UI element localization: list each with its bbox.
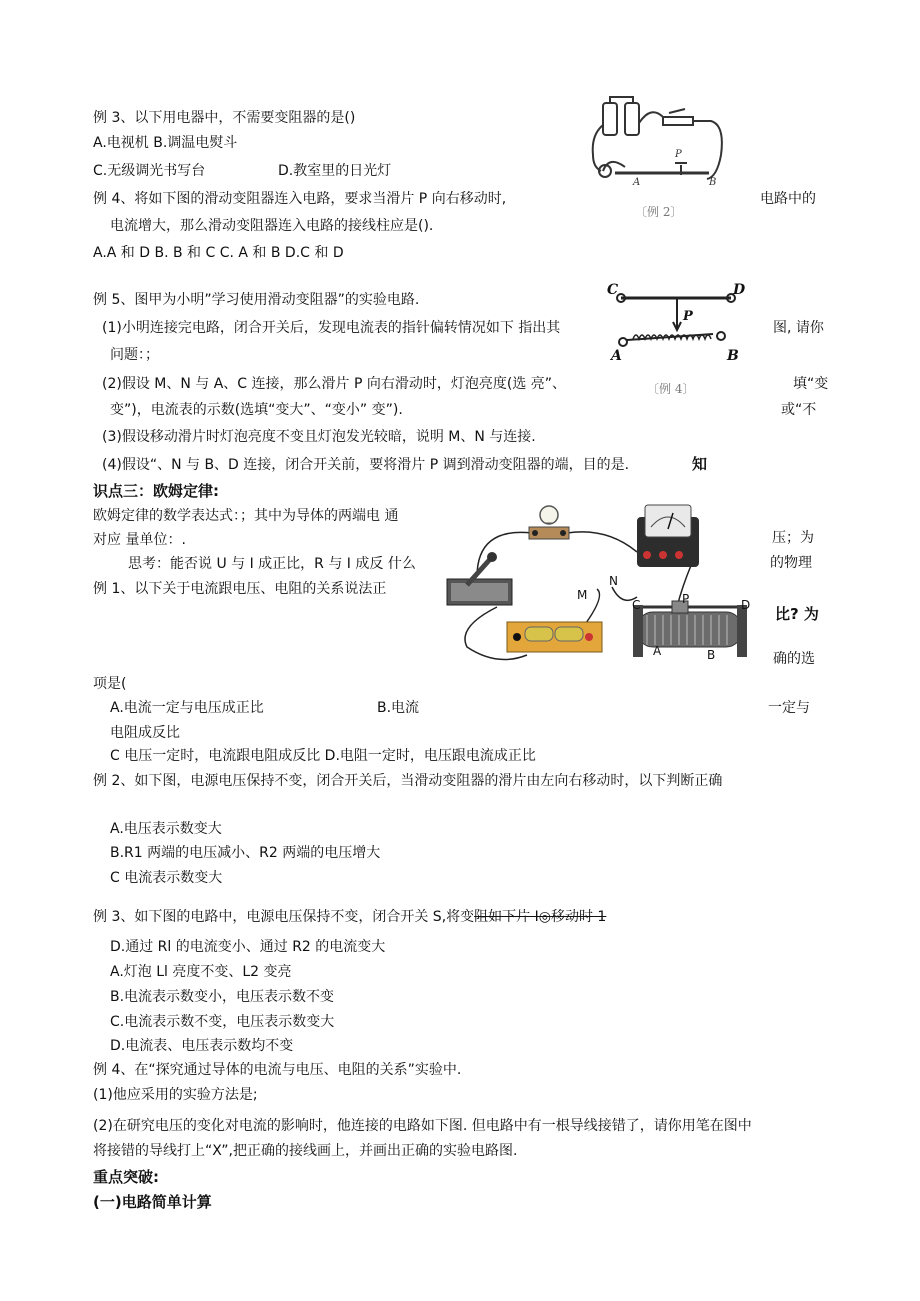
ohm-example-3-struck-text: 阻如下片 I◎移动时 1 [474,909,607,925]
fig2-label-b: B [727,348,739,364]
ohm-example-1-option-b: B.电流 [377,700,420,716]
example-4-question: 例 4、将如下图的滑动变阻器连入电路，要求当滑片 P 向右移动时, [93,191,507,207]
example-5-part-2: (2)假设 M、N 与 A、C 连接，那么滑片 P 向右滑动时，灯泡亮度(选 亮”、 [102,376,567,392]
figure-example-4-caption: 〔例 4〕 [647,382,695,396]
fig2-label-p: P [683,309,693,324]
fig2-label-a: A [611,348,622,364]
fig3-label-m: M [577,588,588,602]
ohm-example-1-option-b-cont: 电阻成反比 [110,725,180,741]
fig3-label-d: D [741,598,751,612]
example-5-part-3: (3)假设移动滑片时灯泡亮度不变且灯泡发光较暗，说明 M、N 与连接. [102,429,536,445]
ohm-example-4-question: 例 4、在“探究通过导体的电流与电压、电阻的关系”实验中. [93,1062,462,1078]
fig2-label-d: D [733,282,746,298]
figure-experiment-drawing [437,497,767,672]
ohm-law-formula-right: 压；为 [772,530,814,546]
figure-example-4-drawing [603,282,753,372]
knowledge-point-3-heading: 识点三：欧姆定律: [93,482,219,500]
fig3-label-b: B [707,648,716,662]
ohm-example-2-option-c: C 电流表示数变大 [110,870,223,886]
example-3-option-c: C.无级调光书写台 [93,163,206,179]
ohm-example-4-part-1: (1)他应采用的实验方法是; [93,1087,258,1103]
example-4-question-right: 电路中的 [760,191,816,207]
ohm-example-3-question [93,907,606,927]
fig3-label-c: C [632,598,641,612]
fig3-label-n: N [609,574,618,588]
example-5-part-1: (1)小明连接完电路，闭合开关后，发现电流表的指针偏转情况如下 指出其 [102,320,561,336]
example-3-option-d: D.教室里的日光灯 [278,163,392,179]
example-4-options: A.A 和 D B. B 和 C C. A 和 B D.C 和 D [93,245,344,261]
ohm-law-units-line: 对应 量单位：. [93,532,186,548]
ohm-example-2-option-b: B.R1 两端的电压减小、R2 两端的电压增大 [110,845,381,861]
example-5-part-2-right: 填“变 [793,376,829,392]
fig1-label-p: P [675,149,682,160]
example-5-part-1-right: 图, 请你 [773,320,824,336]
figure-experiment-circuit [437,497,767,672]
ohm-example-3-option-c: C.电流表示数不变，电压表示数变大 [110,1014,335,1030]
ohm-example-1-question-end: 项是( [93,676,127,692]
fig1-label-a: A [633,177,641,188]
ohm-example-1-option-a: A.电流一定与电压成正比 [110,700,264,716]
ohm-example-1-options-cd: C 电压一定时，电流跟电阻成反比 D.电阻一定时，电压跟电流成正比 [110,748,536,764]
fig2-label-c: C [607,282,619,298]
ohm-example-1-right: 比? 为 [775,605,819,623]
section-circuit-calc-heading: (一)电路简单计算 [93,1193,212,1211]
example-3-question: 例 3、以下用电器中，不需要变阻器的是() [93,110,356,126]
figure-example-2 [585,95,735,225]
figure-example-2-drawing [585,95,735,205]
ohm-example-1-right-2: 确的选 [773,651,815,667]
example-3-options-ab: A.电视机 B.调温电熨斗 [93,135,238,151]
ohm-example-3-option-a: A.灯泡 Ll 亮度不变、L2 变亮 [110,964,292,980]
ohm-example-3-option-d: D.电流表、电压表示数均不变 [110,1038,294,1054]
example-5-part-4: (4)假设“、N 与 B、D 连接，闭合开关前，要将滑片 P 调到滑动变阻器的端，目的是. [102,457,630,473]
example-5-question: 例 5、图甲为小明”学习使用滑动变阻器”的实验电路. [93,292,420,308]
example-5-part-1-cont: 问题：； [110,347,159,363]
fig3-label-p: P [682,592,690,606]
ohm-example-3-question-text: 例 3、如下图的电路中，电源电压保持不变，闭合开关 S,将变 [93,909,475,925]
key-breakthrough-heading: 重点突破: [93,1168,159,1186]
example-5-part-2-cont: 变”)，电流表的示数(选填“变大”、“变小” 变”). [110,402,403,418]
ohm-example-4-part-2-cont: 将接错的导线打上“X”,把正确的接线画上，并画出正确的实验电路图. [93,1143,518,1159]
ohm-example-3-option-d1: D.通过 Rl 的电流变小、通过 R2 的电流变大 [110,939,386,955]
think-question: 思考：能否说 U 与 I 成正比，R 与 I 成反 什么 [128,556,416,572]
ohm-example-2-option-a: A.电压表示数变大 [110,821,222,837]
fig1-label-b: B [709,177,717,188]
example-4-question-cont: 电流增大，那么滑动变阻器连入电路的接线柱应是(). [110,218,434,234]
example-5-part-2-cont-right: 或“不 [781,402,817,418]
figure-example-4 [603,282,753,402]
think-question-right: 的物理 [770,555,812,571]
figure-example-2-caption: 〔例 2〕 [635,205,683,219]
ohm-example-1-option-b-right: 一定与 [768,700,810,716]
ohm-example-4-part-2: (2)在研究电压的变化对电流的影响时，他连接的电路如下图. 但电路中有一根导线接错了，请你用笔在图中 [93,1118,752,1134]
ohm-law-formula-line: 欧姆定律的数学表达式：；其中为导体的两端电 通 [93,508,399,524]
ohm-example-3-option-b: B.电流表示数变小，电压表示数不变 [110,989,335,1005]
fig3-label-a: A [653,644,662,658]
ohm-example-2-question: 例 2、如下图，电源电压保持不变，闭合开关后，当滑动变阻器的滑片由左向右移动时，以下判断正确 [93,773,723,789]
ohm-example-1-question: 例 1、以下关于电流跟电压、电阻的关系说法正 [93,581,387,597]
knowledge-heading-start: 知 [692,455,708,473]
